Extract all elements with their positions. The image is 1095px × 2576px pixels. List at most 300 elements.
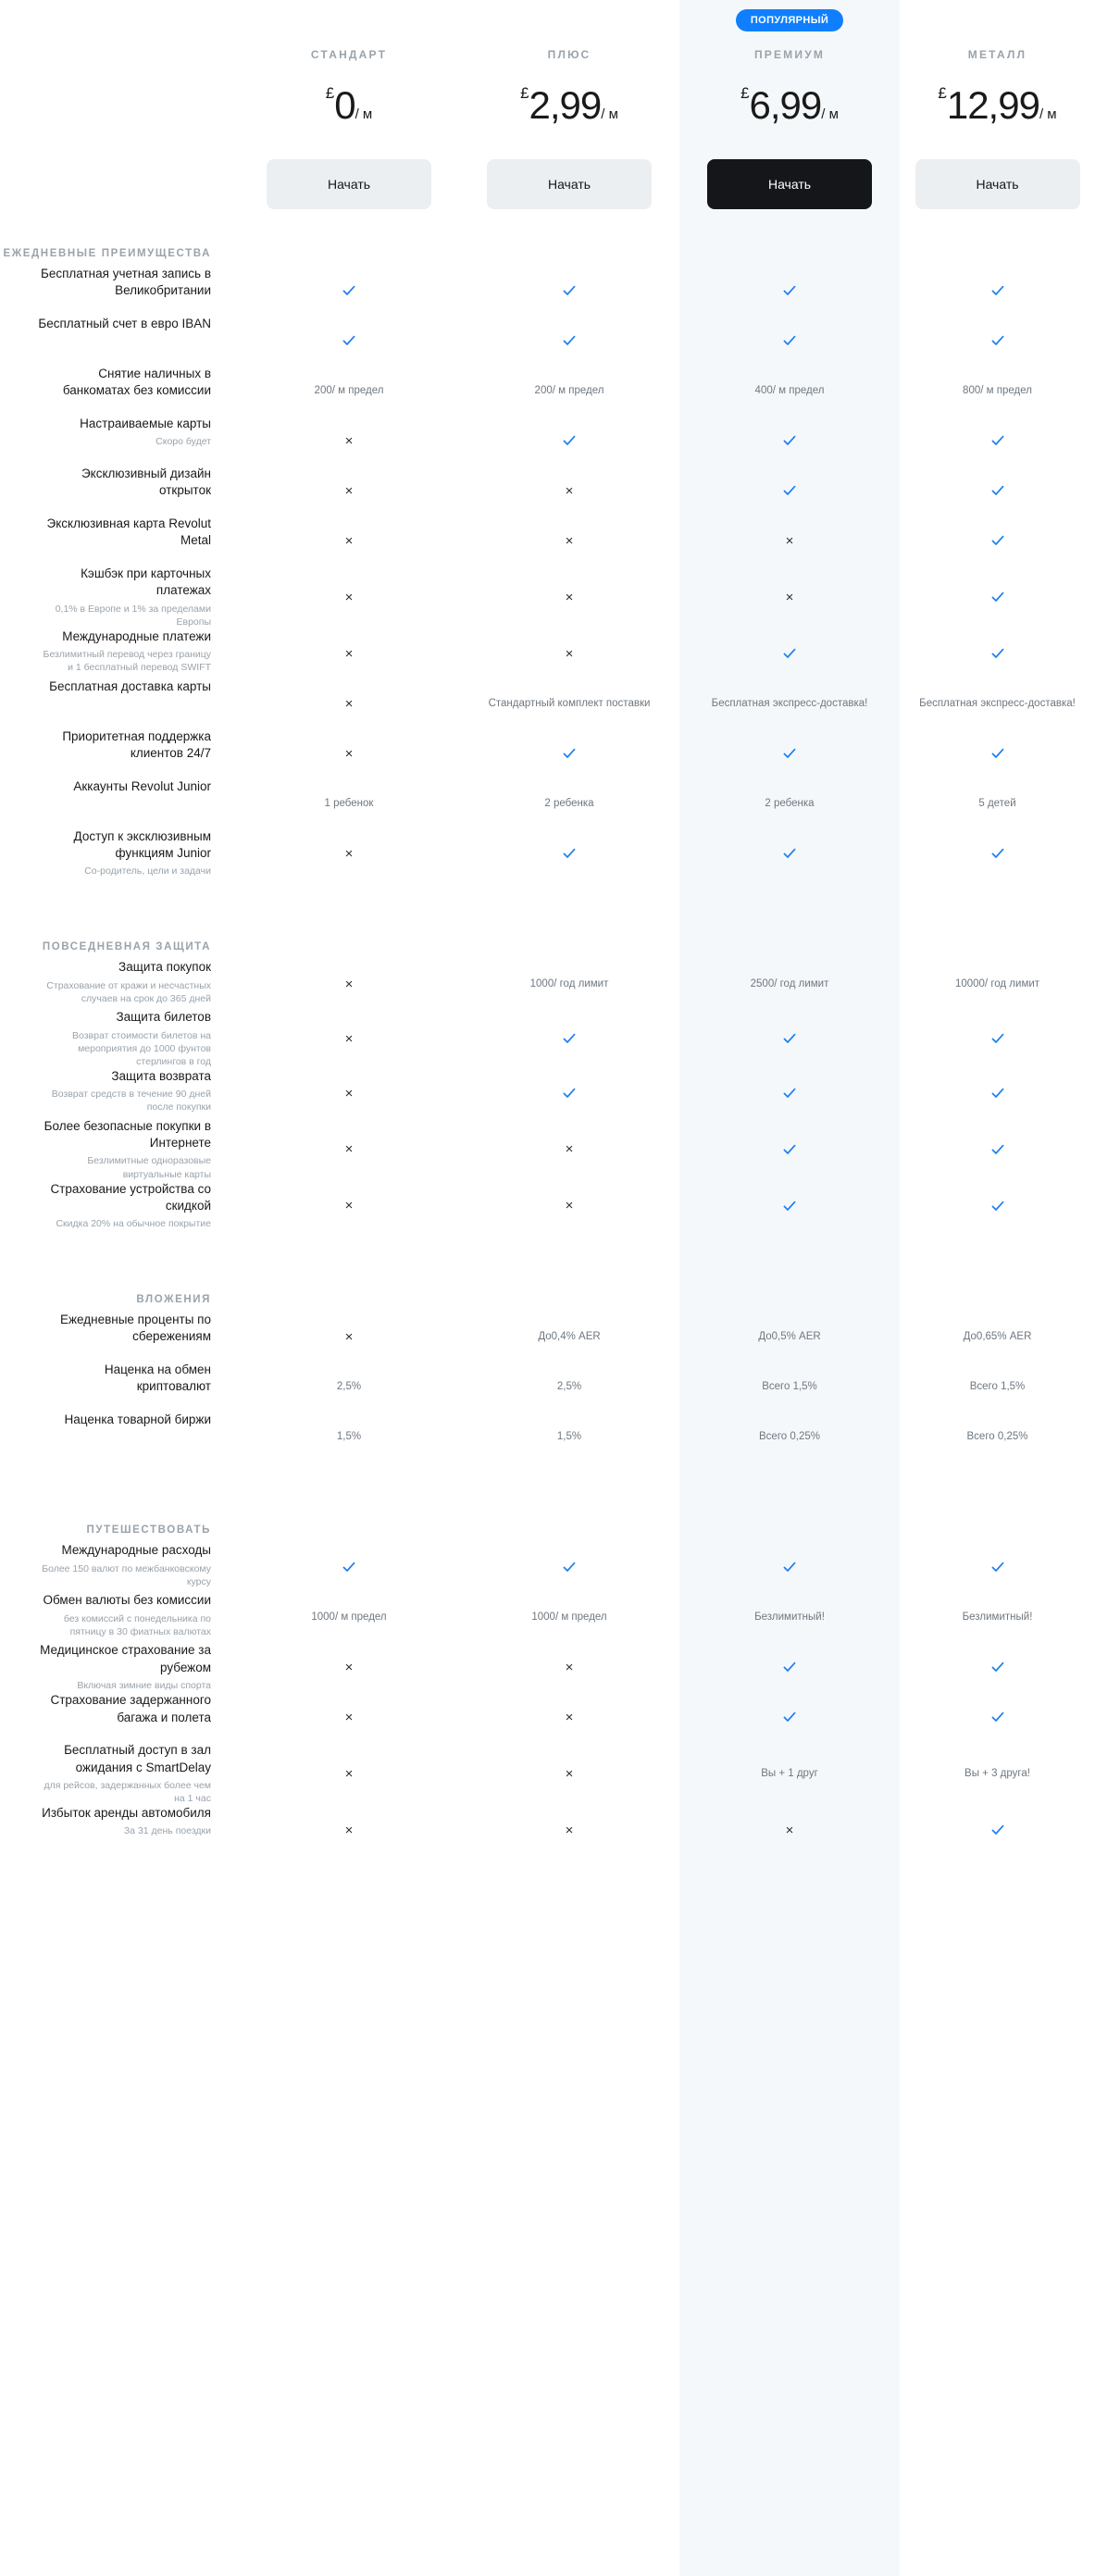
feature-cell-check [900, 316, 1095, 366]
section-title: ПУТЕШЕСТВОВАТЬ [86, 1524, 211, 1537]
price-metal [900, 61, 1095, 128]
feature-label [0, 1362, 239, 1412]
price-period-metal: / м [1039, 106, 1057, 122]
checkmark-icon [782, 646, 797, 661]
feature-cell-text [459, 678, 679, 728]
feature-title: Аккаунты Revolut Junior [73, 779, 211, 794]
start-button-premium[interactable]: Начать [707, 159, 872, 209]
price-premium [679, 61, 900, 128]
feature-label [0, 778, 239, 828]
cross-icon: × [344, 482, 354, 499]
feature-cell-check [900, 1181, 1095, 1231]
feature-cell-cross [679, 516, 900, 566]
feature-subtitle: Более 150 валют по межбанковскому курсу [42, 1562, 211, 1587]
badge-cell-premium [679, 0, 900, 41]
feature-title: Защита покупок [118, 960, 211, 975]
cross-icon: × [565, 482, 574, 499]
price-amount-plus: 2,99 [529, 83, 602, 127]
feature-table [0, 209, 1095, 1879]
checkmark-icon [562, 1560, 577, 1574]
feature-cell-check [900, 1068, 1095, 1118]
feature-label [0, 1118, 239, 1181]
feature-cell-value: 1000/ м предел [531, 1611, 607, 1623]
start-button-standard[interactable]: Начать [267, 159, 431, 209]
feature-cell-cross [239, 959, 459, 1009]
feature-label [0, 266, 239, 316]
cross-icon: × [344, 645, 354, 662]
cta-cell-metal [900, 128, 1095, 209]
feature-cell-check [679, 1542, 900, 1592]
feature-cell-value: 2 ребенка [765, 797, 815, 809]
popular-badge: ПОПУЛЯРНЫЙ [736, 9, 843, 31]
cross-icon: × [785, 1822, 794, 1838]
cross-icon: × [344, 589, 354, 605]
feature-cell-value: 2,5% [336, 1380, 362, 1392]
feature-row [0, 1312, 1095, 1362]
feature-subtitle: Возврат стоимости билетов на мероприятия до 1000 фунтов стерлингов в год [72, 1029, 211, 1067]
feature-cell-value: До0,5% AER [758, 1330, 821, 1342]
feature-cell-cross [239, 466, 459, 516]
cross-icon: × [344, 1659, 354, 1675]
checkmark-icon [782, 283, 797, 298]
cta-label-spacer [0, 128, 239, 209]
checkmark-icon [782, 483, 797, 498]
feature-cell-value: 1000/ год лимит [529, 977, 609, 989]
currency-symbol-plus: £ [520, 84, 529, 102]
prices-row [0, 61, 1095, 128]
feature-cell-value: Всего 1,5% [762, 1380, 817, 1392]
feature-cell-check [900, 1118, 1095, 1181]
feature-cell-value: Стандартный комплект поставки [488, 697, 651, 709]
feature-cell-text [900, 678, 1095, 728]
plan-name-standard: СТАНДАРТ [310, 48, 388, 61]
feature-cell-text [679, 1592, 900, 1642]
start-button-metal[interactable]: Начать [915, 159, 1080, 209]
cross-icon: × [785, 532, 794, 549]
feature-cell-text [900, 778, 1095, 828]
cross-icon: × [565, 1141, 574, 1158]
feature-cell-cross [459, 466, 679, 516]
feature-cell-value: 10000/ год лимит [954, 977, 1040, 989]
feature-cell-value: 200/ м предел [534, 384, 604, 396]
feature-cell-cross [239, 566, 459, 628]
feature-cell-cross [459, 1118, 679, 1181]
feature-cell-text [239, 1592, 459, 1642]
price-amount-premium: 6,99 [749, 83, 822, 127]
cross-icon: × [344, 1328, 354, 1345]
feature-cell-check [679, 628, 900, 678]
price-plus [459, 61, 679, 128]
feature-title: Ежедневные проценты по сбережениям [59, 1313, 211, 1344]
feature-cell-cross [239, 1692, 459, 1742]
feature-cell-cross [459, 516, 679, 566]
feature-title: Бесплатный счет в евро IBAN [38, 317, 211, 331]
feature-row [0, 1362, 1095, 1412]
section-title: ПОВСЕДНЕВНАЯ ЗАЩИТА [42, 941, 211, 953]
price-amount-metal: 12,99 [946, 83, 1039, 127]
checkmark-icon [562, 333, 577, 348]
plan-name-premium: ПРЕМИУМ [753, 48, 826, 61]
feature-cell-value: 1,5% [336, 1430, 362, 1442]
checkmark-icon [782, 746, 797, 761]
cross-icon: × [565, 1765, 574, 1782]
section-title: ВЛОЖЕНИЯ [136, 1293, 211, 1305]
feature-label [0, 316, 239, 366]
feature-subtitle: Скидка 20% на обычное покрытие [56, 1218, 211, 1230]
cross-icon: × [565, 1709, 574, 1725]
feature-cell-check [900, 566, 1095, 628]
feature-row [0, 1181, 1095, 1231]
checkmark-icon [782, 1199, 797, 1213]
cross-icon: × [565, 1659, 574, 1675]
feature-row [0, 266, 1095, 316]
feature-row [0, 778, 1095, 828]
feature-cell-value: Безлимитный! [962, 1611, 1033, 1623]
checkmark-icon [990, 1710, 1005, 1724]
feature-title: Бесплатная доставка карты [49, 679, 211, 694]
feature-title: Бесплатный доступ в зал ожидания с SmartDelay [64, 1743, 211, 1774]
checkmark-icon [562, 1031, 577, 1046]
checkmark-icon [990, 1031, 1005, 1046]
feature-row [0, 1742, 1095, 1805]
feature-cell-value: 5 детей [978, 797, 1016, 809]
feature-cell-value: Безлимитный! [754, 1611, 825, 1623]
feature-label [0, 728, 239, 778]
feature-title: Эксклюзивный дизайн открыток [81, 467, 211, 498]
plan-names-label-spacer [0, 41, 239, 61]
feature-label [0, 466, 239, 516]
cross-icon: × [344, 532, 354, 549]
feature-cell-cross [679, 566, 900, 628]
plan-name-plus: ПЛЮС [547, 48, 591, 61]
section-spacer [0, 878, 1095, 902]
checkmark-icon [990, 283, 1005, 298]
checkmark-icon [990, 846, 1005, 861]
checkmark-icon [342, 1560, 356, 1574]
feature-label [0, 566, 239, 628]
section-header-row [0, 1255, 1095, 1312]
feature-cell-text [900, 1742, 1095, 1805]
feature-cell-cross [239, 1181, 459, 1231]
feature-title: Бесплатная учетная запись в Великобритании [40, 267, 211, 298]
feature-cell-check [679, 266, 900, 316]
feature-row [0, 678, 1095, 728]
cross-icon: × [344, 976, 354, 992]
feature-row [0, 1692, 1095, 1742]
feature-label [0, 1009, 239, 1068]
cross-icon: × [344, 845, 354, 862]
feature-title: Наценка на обмен криптовалют [104, 1363, 211, 1394]
feature-cell-cross [679, 1805, 900, 1855]
feature-cell-cross [459, 1742, 679, 1805]
feature-subtitle: Скоро будет [156, 436, 211, 448]
popular-badge-row [0, 0, 1095, 41]
checkmark-icon [990, 1199, 1005, 1213]
feature-cell-value: Бесплатная экспресс-доставка! [919, 697, 1076, 709]
feature-cell-value: 200/ м предел [314, 384, 384, 396]
feature-row [0, 1118, 1095, 1181]
feature-label [0, 1805, 239, 1855]
feature-title: Защита билетов [116, 1010, 211, 1025]
section-header-row [0, 1486, 1095, 1542]
cta-cell-standard [239, 128, 459, 209]
feature-cell-check [679, 1181, 900, 1231]
feature-label [0, 1181, 239, 1231]
checkmark-icon [990, 646, 1005, 661]
feature-cell-check [679, 728, 900, 778]
feature-cell-check [459, 316, 679, 366]
cross-icon: × [344, 1709, 354, 1725]
feature-cell-check [900, 1805, 1095, 1855]
feature-row [0, 516, 1095, 566]
feature-cell-text [459, 1362, 679, 1412]
feature-cell-value: 1,5% [556, 1430, 582, 1442]
feature-label [0, 959, 239, 1009]
feature-cell-text [900, 1362, 1095, 1412]
plan-names-row [0, 41, 1095, 61]
cross-icon: × [344, 1141, 354, 1158]
feature-label [0, 1312, 239, 1362]
price-standard [239, 61, 459, 128]
badge-cell-standard [239, 0, 459, 41]
feature-label [0, 1412, 239, 1462]
feature-cell-check [900, 628, 1095, 678]
feature-cell-check [679, 1692, 900, 1742]
feature-cell-value: Вы + 3 друга! [964, 1767, 1030, 1779]
price-period-plus: / м [601, 106, 618, 122]
feature-row [0, 1542, 1095, 1592]
section-title: ЕЖЕДНЕВНЫЕ ПРЕИМУЩЕСТВА [3, 248, 211, 259]
feature-row [0, 1642, 1095, 1692]
feature-cell-value: Всего 0,25% [966, 1430, 1028, 1442]
feature-cell-check [900, 416, 1095, 466]
feature-cell-check [900, 1542, 1095, 1592]
feature-subtitle: Включая зимние виды спорта [77, 1679, 211, 1691]
feature-cell-value: 1 ребенок [324, 797, 374, 809]
feature-row [0, 1592, 1095, 1642]
feature-cell-text [459, 1592, 679, 1642]
checkmark-icon [562, 283, 577, 298]
feature-cell-text [459, 1312, 679, 1362]
section-header-row [0, 902, 1095, 959]
feature-label [0, 1742, 239, 1805]
feature-label [0, 828, 239, 878]
checkmark-icon [342, 333, 356, 348]
feature-row [0, 316, 1095, 366]
feature-cell-text [459, 366, 679, 416]
checkmark-icon [782, 1142, 797, 1157]
checkmark-icon [782, 1710, 797, 1724]
checkmark-icon [990, 1823, 1005, 1837]
checkmark-icon [782, 433, 797, 448]
feature-cell-text [900, 1312, 1095, 1362]
feature-cell-value: 2 ребенка [544, 797, 594, 809]
feature-cell-value: Всего 1,5% [969, 1380, 1026, 1392]
feature-cell-text [679, 678, 900, 728]
feature-cell-text [900, 959, 1095, 1009]
feature-cell-cross [239, 678, 459, 728]
feature-label [0, 1592, 239, 1642]
section-spacer [0, 1231, 1095, 1255]
checkmark-icon [990, 1086, 1005, 1101]
feature-row [0, 959, 1095, 1009]
checkmark-icon [562, 1086, 577, 1101]
feature-title: Снятие наличных в банкоматах без комиссии [62, 367, 211, 398]
feature-cell-text [900, 366, 1095, 416]
cross-icon: × [565, 645, 574, 662]
feature-cell-check [900, 516, 1095, 566]
feature-row [0, 728, 1095, 778]
feature-title: Страхование задержанного багажа и полета [50, 1693, 211, 1724]
feature-subtitle: 0,1% в Европе и 1% за пределами Европы [55, 603, 211, 628]
feature-cell-text [679, 959, 900, 1009]
prices-label-spacer [0, 61, 239, 128]
feature-cell-cross [239, 416, 459, 466]
feature-cell-text [679, 366, 900, 416]
feature-cell-check [900, 466, 1095, 516]
currency-symbol-premium: £ [740, 84, 750, 102]
feature-label [0, 628, 239, 678]
feature-cell-cross [239, 1312, 459, 1362]
feature-cell-value: 2500/ год лимит [750, 977, 829, 989]
feature-row [0, 828, 1095, 878]
feature-cell-text [679, 1412, 900, 1462]
cta-cell-premium [679, 128, 900, 209]
cross-icon: × [344, 1085, 354, 1101]
feature-cell-value: Всего 0,25% [759, 1430, 820, 1442]
plan-name-metal: МЕТАЛЛ [967, 48, 1027, 61]
checkmark-icon [782, 1086, 797, 1101]
feature-subtitle: Безлимитные одноразовые виртуальные карты [87, 1155, 211, 1180]
checkmark-icon [990, 1560, 1005, 1574]
feature-cell-check [679, 1068, 900, 1118]
checkmark-icon [990, 333, 1005, 348]
feature-cell-check [679, 1642, 900, 1692]
feature-row [0, 1068, 1095, 1118]
feature-title: Наценка товарной биржи [64, 1412, 211, 1427]
checkmark-icon [990, 533, 1005, 548]
feature-cell-cross [459, 1805, 679, 1855]
feature-title: Избыток аренды автомобиля [42, 1806, 211, 1821]
cross-icon: × [785, 589, 794, 605]
cross-icon: × [565, 1198, 574, 1214]
feature-cell-check [459, 416, 679, 466]
feature-cell-check [679, 316, 900, 366]
badge-spacer-label [0, 0, 239, 41]
feature-cell-text [900, 1592, 1095, 1642]
feature-cell-check [900, 266, 1095, 316]
section-spacer [0, 1855, 1095, 1879]
price-amount-standard: 0 [334, 83, 355, 127]
feature-cell-cross [459, 566, 679, 628]
checkmark-icon [782, 1031, 797, 1046]
cross-icon: × [344, 1822, 354, 1838]
feature-cell-check [900, 1009, 1095, 1068]
checkmark-icon [782, 333, 797, 348]
feature-cell-text [459, 1412, 679, 1462]
feature-cell-value: Бесплатная экспресс-доставка! [711, 697, 868, 709]
feature-title: Кэшбэк при карточных платежах [81, 566, 211, 598]
feature-row [0, 1412, 1095, 1462]
feature-cell-check [679, 1009, 900, 1068]
checkmark-icon [782, 846, 797, 861]
feature-cell-cross [239, 1742, 459, 1805]
feature-cell-check [459, 1009, 679, 1068]
currency-symbol-standard: £ [325, 84, 335, 102]
feature-label [0, 516, 239, 566]
feature-cell-check [459, 1542, 679, 1592]
feature-label [0, 1642, 239, 1692]
feature-subtitle: Со-родитель, цели и задачи [84, 865, 211, 877]
cross-icon: × [565, 532, 574, 549]
feature-cell-check [239, 1542, 459, 1592]
feature-subtitle: Безлимитный перевод через границу и 1 бесплатный перевод SWIFT [43, 649, 211, 674]
feature-label [0, 366, 239, 416]
feature-title: Более безопасные покупки в Интернете [44, 1119, 211, 1151]
feature-row [0, 1805, 1095, 1855]
feature-title: Международные расходы [61, 1543, 211, 1558]
checkmark-icon [562, 433, 577, 448]
feature-cell-value: 400/ м предел [754, 384, 825, 396]
feature-cell-cross [239, 728, 459, 778]
checkmark-icon [562, 846, 577, 861]
feature-cell-cross [459, 1692, 679, 1742]
feature-cell-cross [239, 516, 459, 566]
feature-row [0, 366, 1095, 416]
feature-label [0, 1068, 239, 1118]
start-button-plus[interactable]: Начать [487, 159, 652, 209]
feature-cell-cross [239, 628, 459, 678]
feature-cell-text [679, 778, 900, 828]
currency-symbol-metal: £ [938, 84, 947, 102]
feature-subtitle: Страхование от кражи и несчастных случаев на срок до 365 дней [46, 979, 211, 1004]
cross-icon: × [344, 1030, 354, 1047]
feature-cell-value: Вы + 1 друг [761, 1767, 818, 1779]
feature-subtitle: За 31 день поездки [123, 1825, 211, 1837]
section-spacer [0, 1462, 1095, 1486]
feature-label [0, 678, 239, 728]
feature-row [0, 1009, 1095, 1068]
checkmark-icon [990, 1142, 1005, 1157]
feature-cell-cross [239, 1118, 459, 1181]
feature-cell-check [900, 728, 1095, 778]
feature-cell-check [679, 466, 900, 516]
feature-cell-text [239, 366, 459, 416]
feature-cell-text [239, 1362, 459, 1412]
feature-cell-cross [459, 1181, 679, 1231]
feature-subtitle: Возврат средств в течение 90 дней после покупки [51, 1089, 211, 1114]
checkmark-icon [990, 433, 1005, 448]
feature-label [0, 1542, 239, 1592]
feature-cell-check [239, 266, 459, 316]
feature-cell-value: 800/ м предел [963, 384, 1032, 396]
cross-icon: × [344, 1198, 354, 1214]
cross-icon: × [344, 1765, 354, 1782]
feature-title: Доступ к эксклюзивным функциям Junior [73, 829, 211, 861]
feature-title: Обмен валюты без комиссии [43, 1593, 211, 1608]
checkmark-icon [562, 746, 577, 761]
feature-cell-value: До0,4% AER [538, 1330, 601, 1342]
checkmark-icon [990, 590, 1005, 604]
price-period-standard: / м [355, 106, 373, 122]
cta-cell-plus [459, 128, 679, 209]
checkmark-icon [782, 1560, 797, 1574]
feature-title: Эксклюзивная карта Revolut Metal [46, 516, 211, 548]
feature-title: Настраиваемые карты [80, 417, 211, 431]
feature-cell-text [900, 1412, 1095, 1462]
feature-row [0, 466, 1095, 516]
feature-cell-cross [239, 1642, 459, 1692]
